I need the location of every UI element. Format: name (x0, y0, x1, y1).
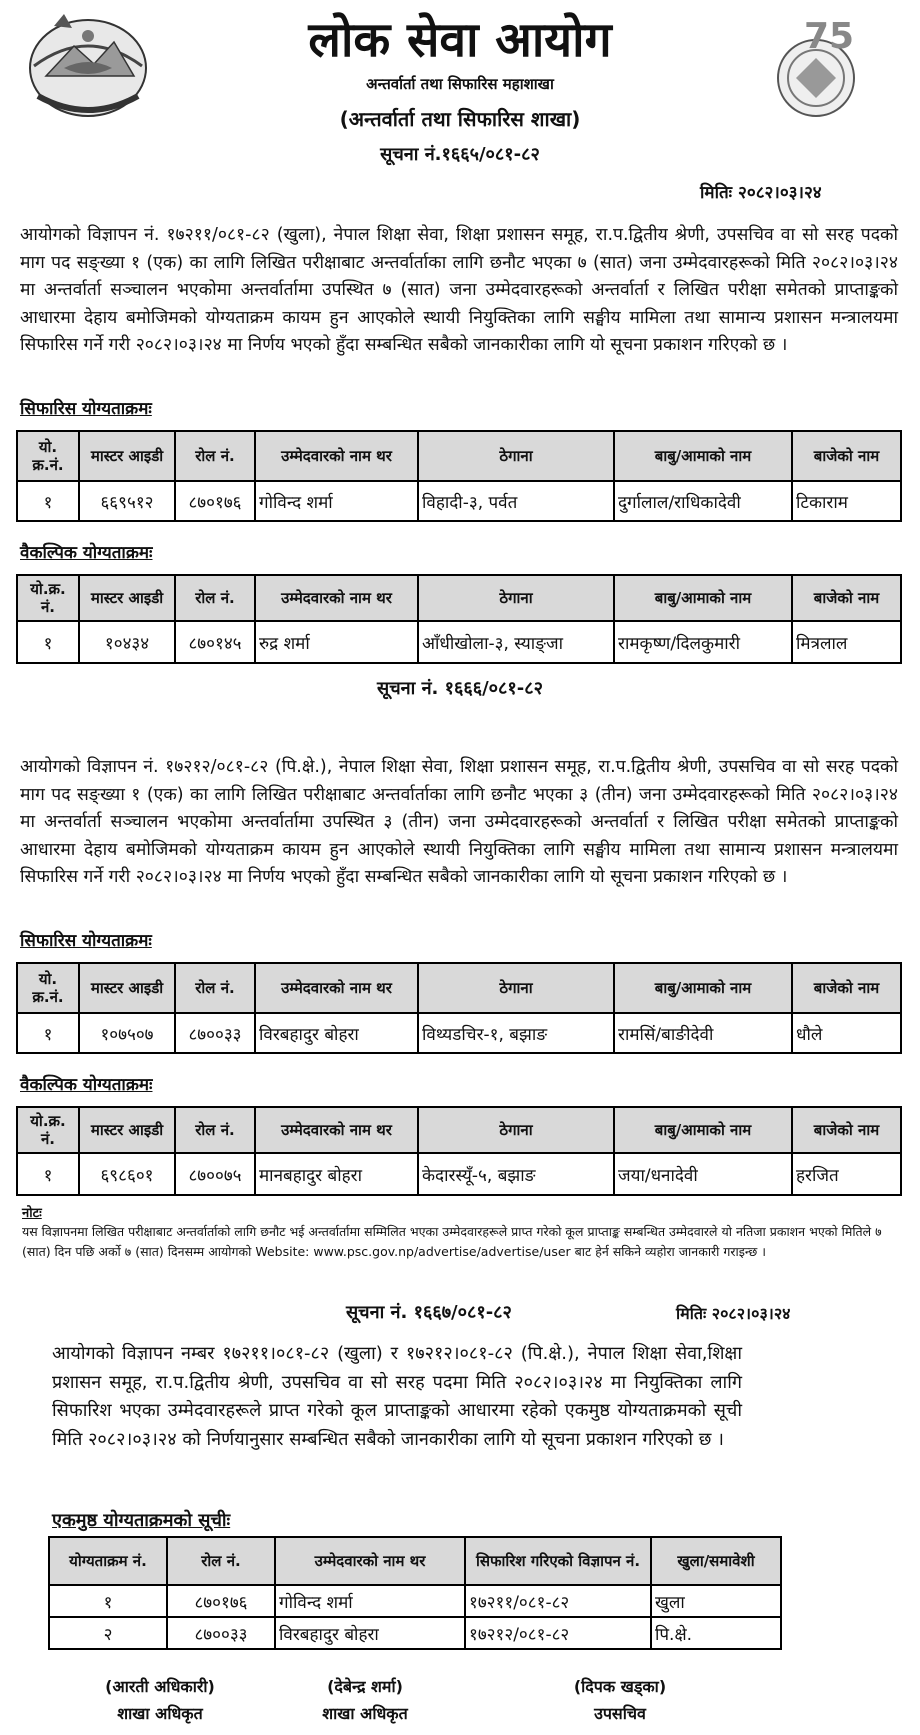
signatory-name: (आरती अधिकारी) (105, 1677, 215, 1696)
col-header: सिफारिश गरिएको विज्ञापन नं. (465, 1537, 651, 1585)
notice-1-recommended-table (16, 430, 902, 522)
col-header: रोल नं. (175, 575, 255, 621)
merit-list-table (48, 1536, 782, 1650)
table-cell: १०७५०७ (79, 1013, 175, 1053)
table-cell: १ (17, 621, 79, 663)
col-header: योग्यताक्रम नं. (49, 1537, 167, 1585)
col-header: बाबु/आमाको नाम (614, 963, 792, 1013)
col-header: उम्मेदवारको नाम थर (255, 1107, 418, 1153)
table-cell: गोविन्द शर्मा (255, 481, 418, 521)
table-cell: विथ्यडचिर-१, बझाङ (418, 1013, 614, 1053)
col-header: उम्मेदवारको नाम थर (255, 431, 418, 481)
section-name: (अन्तर्वार्ता तथा सिफारिस शाखा) (339, 107, 581, 131)
signatory-name: (देबेन्द्र शर्मा) (327, 1677, 403, 1696)
division-name: अन्तर्वार्ता तथा सिफारिस महाशाखा (366, 75, 554, 93)
signature-block (520, 1673, 720, 1727)
notice-1-number: सूचना नं.१६६५/०८१-८२ (380, 144, 540, 165)
notice-2-recommended-table (16, 962, 902, 1054)
col-header: रोल नं. (175, 963, 255, 1013)
table-cell: ६६९५१२ (79, 481, 175, 521)
signatory-title: शाखा अधिकृत (117, 1704, 203, 1723)
notice-2-alternate-table (16, 1106, 902, 1196)
table-cell: रुद्र शर्मा (255, 621, 418, 663)
signature-block (265, 1673, 465, 1727)
table-cell: १ (49, 1585, 167, 1617)
table-cell: १७२११/०८१-८२ (465, 1585, 651, 1617)
table-cell: ८७०१४५ (175, 621, 255, 663)
notice-1-date: मितिः २०८२।०३।२४ (700, 183, 822, 203)
signature-block (60, 1673, 260, 1727)
notice-2-paragraph: आयोगको विज्ञापन नं. १७२१२/०८१-८२ (पि.क्षे.), नेपाल शिक्षा सेवा, शिक्षा प्रशासन समूह, रा.प.द्वितीय श्रेणी, उपसचिव वा सो सरह पदको माग पद सङ्ख्या १ (एक) का लागि लिखित परीक्षाबाट अन्तर्वार्ताका लागि छनौट भएका ३ (तीन) जना उम्मेदवारहरूको मिति २०८२।०३।२४ मा अन्तर्वार्ता सञ्चालन भएकोमा अन्तर्वार्तामा उपस्थित ३ (तीन) जना उम्मेदवारहरूको अन्तर्वार्ता र लिखित परीक्षा समेतको प्राप्ताङ्कको आधारमा देहाय बमोजिमको योग्यताक्रम कायम हुन आएकोले स्थायी नियुक्तिका लागि सङ्घीय मामिला तथा सामान्य प्रशासन मन्त्रालयमा सिफारिस गर्ने गरी २०८२।०३।२४ मा निर्णय भएको हुँदा सम्बन्धित सबैको जानकारीका लागि यो सूचना प्रकाशन गरिएको छ । (20, 757, 898, 887)
col-header: ठेगाना (418, 431, 614, 481)
notice-3-number: सूचना नं. १६६७/०८१-८२ (346, 1302, 512, 1323)
col-header: खुला/समावेशी (651, 1537, 781, 1585)
table-cell: धौले (792, 1013, 901, 1053)
notice-1-alternate-table (16, 574, 902, 664)
table-cell: हरजित (792, 1153, 901, 1195)
col-header: ठेगाना (418, 575, 614, 621)
table-row (17, 481, 901, 521)
notice-2-number: सूचना नं. १६६६/०८१-८२ (377, 678, 543, 699)
table-cell: १०४३४ (79, 621, 175, 663)
col-header: बाजेको नाम (792, 575, 901, 621)
notice-1-alternate-heading: वैकल्पिक योग्यताक्रमः (20, 543, 153, 563)
table-cell: ८७०१७६ (175, 481, 255, 521)
table-cell: २ (49, 1617, 167, 1649)
table-cell: मित्रलाल (792, 621, 901, 663)
col-header: रोल नं. (167, 1537, 275, 1585)
col-header: यो.क्र. नं. (17, 575, 79, 621)
col-header: यो. क्र.नं. (17, 963, 79, 1013)
page-title: लोक सेवा आयोग (308, 12, 612, 68)
col-header: बाजेको नाम (792, 963, 901, 1013)
table-cell: विरबहादुर बोहरा (255, 1013, 418, 1053)
table-cell: खुला (651, 1585, 781, 1617)
table-cell: ८७००३३ (175, 1013, 255, 1053)
table-cell: गोविन्द शर्मा (275, 1585, 465, 1617)
table-cell: केदारस्यूँ-५, बझाङ (418, 1153, 614, 1195)
notice-1-paragraph: आयोगको विज्ञापन नं. १७२११/०८१-८२ (खुला), नेपाल शिक्षा सेवा, शिक्षा प्रशासन समूह, रा.प.द्वितीय श्रेणी, उपसचिव वा सो सरह पदको माग पद सङ्ख्या १ (एक) का लागि लिखित परीक्षाबाट अन्तर्वार्ताका लागि छनौट भएका ७ (सात) जना उम्मेदवारहरूको मिति २०८२।०३।२४ मा अन्तर्वार्ता सञ्चालन भएकोमा अन्तर्वार्तामा उपस्थित ७ (सात) जना उम्मेदवारहरूको अन्तर्वार्ता र लिखित परीक्षा समेतको प्राप्ताङ्कको आधारमा देहाय बमोजिमको योग्यताक्रम कायम हुन आएकोले स्थायी नियुक्तिका लागि सङ्घीय मामिला तथा सामान्य प्रशासन मन्त्रालयमा सिफारिस गर्ने गरी २०८२।०३।२४ मा निर्णय भएको हुँदा सम्बन्धित सबैको जानकारीका लागि यो सूचना प्रकाशन गरिएको छ । (20, 225, 898, 355)
col-header: बाबु/आमाको नाम (614, 1107, 792, 1153)
notice-2-alternate-heading: वैकल्पिक योग्यताक्रमः (20, 1075, 153, 1095)
col-header: यो.क्र. नं. (17, 1107, 79, 1153)
table-cell: १ (17, 481, 79, 521)
table-cell: ८७००७५ (175, 1153, 255, 1195)
table-cell: ६९८६०१ (79, 1153, 175, 1195)
col-header: ठेगाना (418, 1107, 614, 1153)
signatory-name: (दिपक खड्का) (573, 1677, 667, 1696)
col-header: मास्टर आइडी (79, 963, 175, 1013)
table-cell: १७२१२/०८१-८२ (465, 1617, 651, 1649)
table-cell: रामसिं/बाङीदेवी (614, 1013, 792, 1053)
table-cell: विरबहादुर बोहरा (275, 1617, 465, 1649)
table-cell: टिकाराम (792, 481, 901, 521)
table-cell: दुर्गालाल/राधिकादेवी (614, 481, 792, 521)
notice-3-date: मितिः २०८२।०३।२४ (676, 1304, 791, 1323)
notice-1-recommended-heading: सिफारिस योग्यताक्रमः (20, 399, 152, 419)
table-cell: विहादी-३, पर्वत (418, 481, 614, 521)
merit-list-heading: एकमुष्ठ योग्यताक्रमको सूचीः (52, 1510, 231, 1531)
signatory-title: उपसचिव (594, 1704, 646, 1723)
table-row (17, 621, 901, 663)
col-header: बाजेको नाम (792, 1107, 901, 1153)
col-header: उम्मेदवारको नाम थर (275, 1537, 465, 1585)
svg-text:75: 75 (804, 16, 855, 57)
table-row (17, 1153, 901, 1195)
col-header: रोल नं. (175, 1107, 255, 1153)
table-cell: १ (17, 1153, 79, 1195)
notice-2-recommended-heading: सिफारिस योग्यताक्रमः (20, 931, 152, 951)
col-header: रोल नं. (175, 431, 255, 481)
col-header: उम्मेदवारको नाम थर (255, 963, 418, 1013)
col-header: ठेगाना (418, 963, 614, 1013)
col-header: मास्टर आइडी (79, 575, 175, 621)
col-header: मास्टर आइडी (79, 431, 175, 481)
table-row (49, 1617, 781, 1649)
signatory-title: शाखा अधिकृत (322, 1704, 408, 1723)
table-cell: ८७०१७६ (167, 1585, 275, 1617)
table-cell: १ (17, 1013, 79, 1053)
table-row (17, 1013, 901, 1053)
table-cell: ८७००३३ (167, 1617, 275, 1649)
col-header: बाबु/आमाको नाम (614, 431, 792, 481)
col-header: बाजेको नाम (792, 431, 901, 481)
table-cell: मानबहादुर बोहरा (255, 1153, 418, 1195)
note-label: नोटः (22, 1206, 42, 1221)
table-row (49, 1585, 781, 1617)
table-cell: आँधीखोला-३, स्याङ्जा (418, 621, 614, 663)
table-cell: रामकृष्ण/दिलकुमारी (614, 621, 792, 663)
table-cell: जया/धनादेवी (614, 1153, 792, 1195)
col-header: यो. क्र.नं. (17, 431, 79, 481)
notice-3-paragraph: आयोगको विज्ञापन नम्बर १७२११।०८१-८२ (खुला) र १७२१२।०८१-८२ (पि.क्षे.), नेपाल शिक्षा सेवा,शिक्षा प्रशासन समूह, रा.प.द्वितीय श्रेणी, उपसचिव वा सो सरह पदमा मिति २०८२।०३।२४ मा नियुक्तिका लागि सिफारिश भएका उम्मेदवारहरूले प्राप्त गरेको कूल प्राप्ताङ्कको आधारमा रहेको एकमुष्ठ योग्यताक्रमको सूची मिति २०८२।०३।२४ को निर्णयानुसार सम्बन्धित सबैको जानकारीका लागि यो सूचना प्रकाशन गरिएको छ । (52, 1343, 742, 1450)
note-text: यस विज्ञापनमा लिखित परीक्षाबाट अन्तर्वार्ताको लागि छनौट भई अन्तर्वार्तामा सम्मिलित भएका उम्मेदवारहरूले प्राप्त गरेको कूल प्राप्ताङ्क सम्बन्धित उम्मेदवारले यो नतिजा प्रकाशन भएको मितिले ७ (सात) दिन पछि अर्को ७ (सात) दिनसम्म आयोगको Website: www.psc.gov.np/advertise/advertise/user बाट हेर्न सकिने व्यहोरा जानकारी गराइन्छ । (22, 1224, 882, 1259)
col-header: उम्मेदवारको नाम थर (255, 575, 418, 621)
col-header: बाबु/आमाको नाम (614, 575, 792, 621)
col-header: मास्टर आइडी (79, 1107, 175, 1153)
table-cell: पि.क्षे. (651, 1617, 781, 1649)
